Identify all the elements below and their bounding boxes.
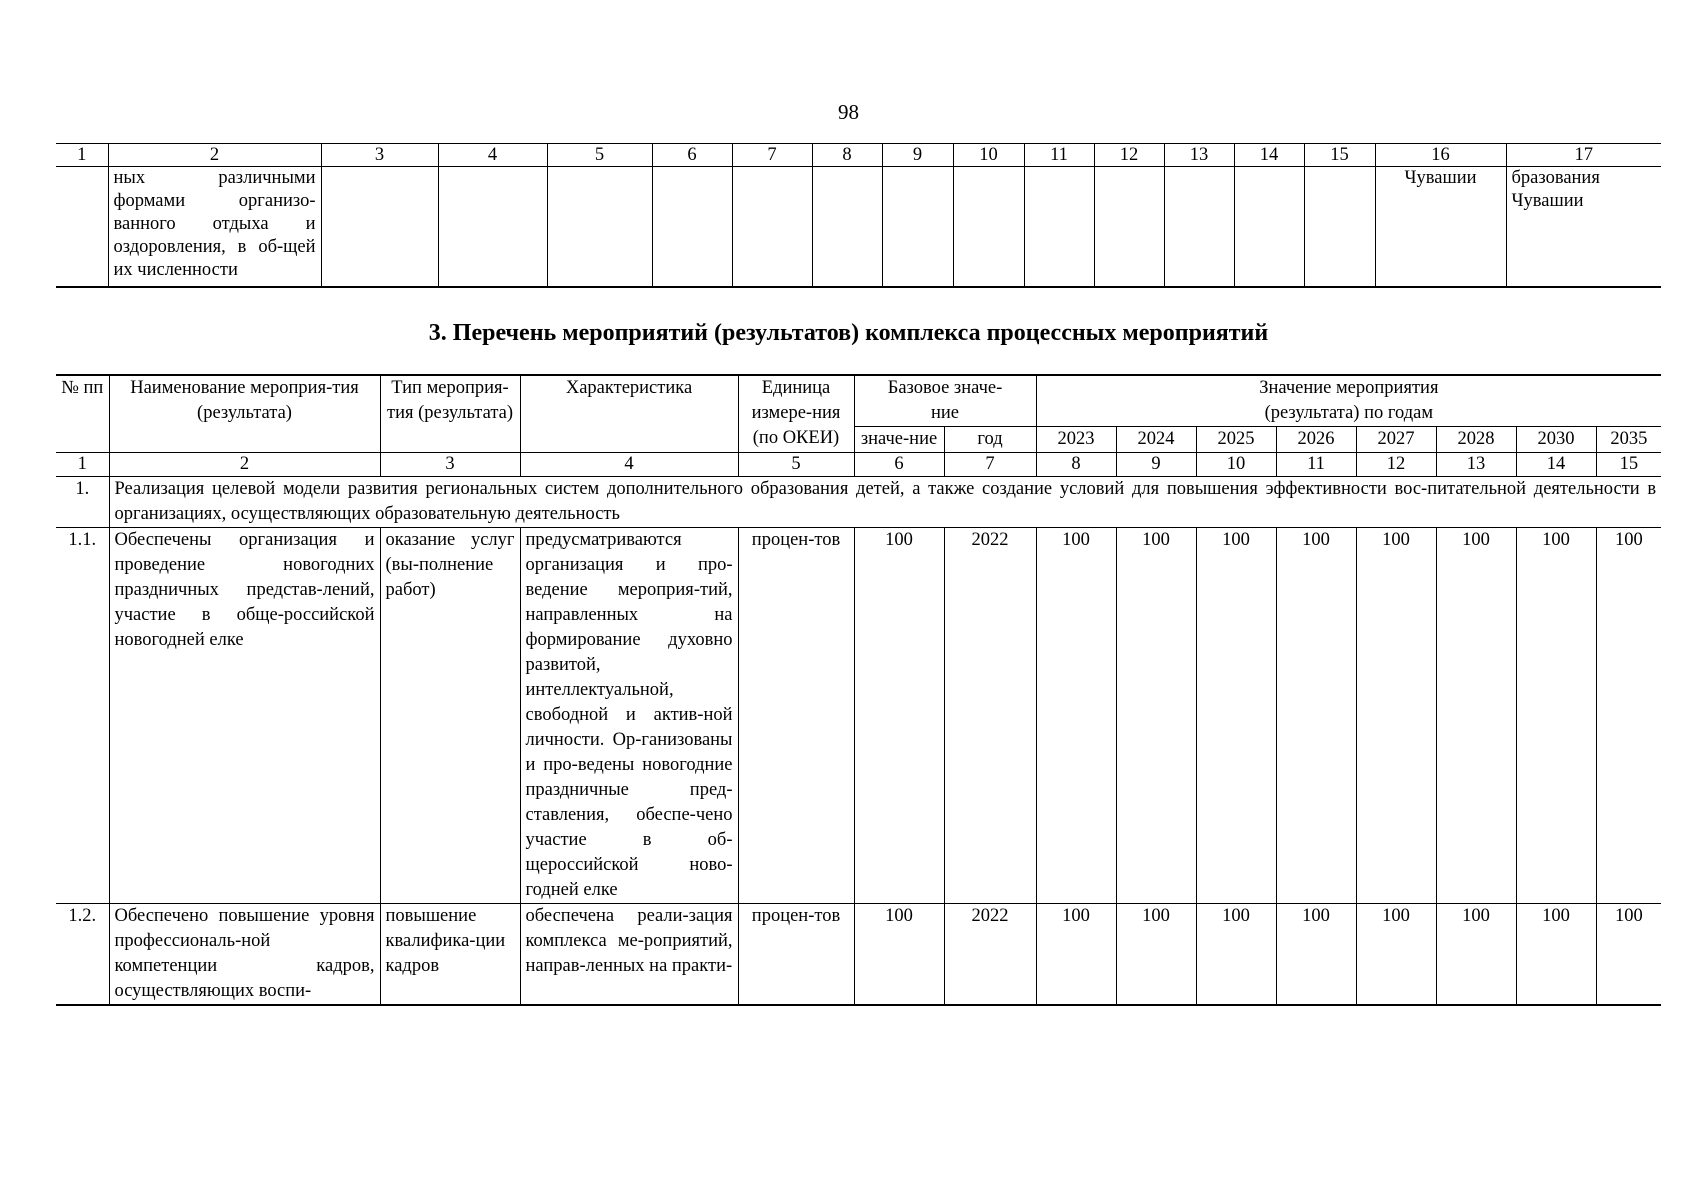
- year-value: 100: [1436, 904, 1516, 1006]
- col-num: 15: [1596, 453, 1661, 477]
- year-value: 100: [1356, 904, 1436, 1006]
- header-characteristic: Характеристика: [520, 375, 738, 453]
- header-type: Тип мероприя-тия (результата): [380, 375, 520, 453]
- activity-unit: процен-тов: [738, 904, 854, 1006]
- col-num: 7: [732, 144, 812, 167]
- base-value: 100: [854, 904, 944, 1006]
- column-number-row: [56, 453, 1661, 477]
- activity-type: оказание услуг (вы-полнение работ): [380, 528, 520, 904]
- col-num: 9: [1116, 453, 1196, 477]
- col-num: 1: [56, 453, 109, 477]
- header-year: 2035: [1596, 427, 1661, 453]
- col-num: 9: [882, 144, 953, 167]
- header-year: 2023: [1036, 427, 1116, 453]
- section-title: 3. Перечень мероприятий (результатов) комплекса процессных мероприятий: [428, 320, 1269, 346]
- activity-name: Обеспечено повышение уровня профессиональ-ной компетенции кадров, осуществляющих воспи-: [109, 904, 380, 1006]
- header-base-value: Базовое значе-ние: [854, 375, 1036, 427]
- header-base-year-sub: год: [944, 427, 1036, 453]
- table-row: [56, 528, 1661, 904]
- section-row: [56, 477, 1661, 528]
- year-value: 100: [1036, 904, 1116, 1006]
- column-number-row: [56, 144, 1661, 167]
- header-values-by-years: Значение мероприятия (результата) по годам: [1036, 375, 1661, 427]
- col-num: 4: [520, 453, 738, 477]
- table-row: [56, 167, 1661, 287]
- header-num: № пп: [56, 375, 109, 453]
- col-num: 3: [321, 144, 438, 167]
- base-value: 100: [854, 528, 944, 904]
- year-value: 100: [1436, 528, 1516, 904]
- header-year: 2028: [1436, 427, 1516, 453]
- col-num: 12: [1356, 453, 1436, 477]
- col-num: 7: [944, 453, 1036, 477]
- year-value: 100: [1116, 904, 1196, 1006]
- responsible-cell: Чувашии: [1375, 167, 1506, 287]
- indicator-name-cell: ных различными формами организо-ванного отдыха и оздоровления, в об-щей их численности: [108, 167, 321, 287]
- year-value: 100: [1596, 528, 1661, 904]
- base-year: 2022: [944, 904, 1036, 1006]
- col-num: 13: [1436, 453, 1516, 477]
- col-num: 17: [1506, 144, 1661, 167]
- header-year: 2030: [1516, 427, 1596, 453]
- section-num: 1.: [56, 477, 109, 528]
- year-value: 100: [1516, 528, 1596, 904]
- col-num: 3: [380, 453, 520, 477]
- col-num: 1: [56, 144, 108, 167]
- col-num: 11: [1024, 144, 1094, 167]
- year-value: 100: [1516, 904, 1596, 1006]
- activity-unit: процен-тов: [738, 528, 854, 904]
- header-year: 2024: [1116, 427, 1196, 453]
- row-num: 1.1.: [56, 528, 109, 904]
- header-base-value-sub: значе-ние: [854, 427, 944, 453]
- header-year: 2027: [1356, 427, 1436, 453]
- col-num: 13: [1164, 144, 1234, 167]
- activity-characteristic: предусматриваются организация и про-ведение мероприя-тий, направленных на формирование духовно развитой, интеллектуальной, свободной и актив-ной личности. Ор-ганизованы и про-ведены новогодние праздничные пред-ставления, обеспе-чено участие в об-щероссийской ново-годней елке: [520, 528, 738, 904]
- col-num: 5: [738, 453, 854, 477]
- year-value: 100: [1116, 528, 1196, 904]
- col-num: 16: [1375, 144, 1506, 167]
- activity-name: Обеспечены организация и проведение новогодних праздничных представ-лений, участие в обще-российской новогодней елке: [109, 528, 380, 904]
- year-value: 100: [1196, 904, 1276, 1006]
- col-num: 2: [109, 453, 380, 477]
- col-num: 10: [953, 144, 1024, 167]
- header-row: [56, 375, 1661, 427]
- year-value: 100: [1036, 528, 1116, 904]
- header-name: Наименование мероприя-тия (результата): [109, 375, 380, 453]
- page-number: 98: [838, 100, 859, 124]
- header-unit: Единица измере-ния (по ОКЕИ): [738, 375, 854, 453]
- activities-table: [56, 374, 1661, 1006]
- col-num: 5: [547, 144, 652, 167]
- table-row: [56, 904, 1661, 1006]
- col-num: 2: [108, 144, 321, 167]
- year-value: 100: [1196, 528, 1276, 904]
- year-value: 100: [1596, 904, 1661, 1006]
- col-num: 10: [1196, 453, 1276, 477]
- year-value: 100: [1356, 528, 1436, 904]
- col-num: 14: [1234, 144, 1304, 167]
- section-text: Реализация целевой модели развития региональных систем дополнительного образования детей, а также создание условий для повышения эффективности вос-питательной деятельности в организациях, осуществляющих образовательную деятельность: [109, 477, 1661, 528]
- col-num: 11: [1276, 453, 1356, 477]
- col-num: 8: [1036, 453, 1116, 477]
- base-year: 2022: [944, 528, 1036, 904]
- col-num: 12: [1094, 144, 1164, 167]
- col-num: 8: [812, 144, 882, 167]
- col-num: 4: [438, 144, 547, 167]
- activity-characteristic: обеспечена реали-зация комплекса ме-роприятий, направ-ленных на практи-: [520, 904, 738, 1006]
- source-cell: бразования Чувашии: [1506, 167, 1661, 287]
- row-num: 1.2.: [56, 904, 109, 1006]
- activity-type: повышение квалифика-ции кадров: [380, 904, 520, 1006]
- year-value: 100: [1276, 904, 1356, 1006]
- col-num: 6: [652, 144, 732, 167]
- col-num: 6: [854, 453, 944, 477]
- header-year: 2026: [1276, 427, 1356, 453]
- col-num: 15: [1304, 144, 1375, 167]
- year-value: 100: [1276, 528, 1356, 904]
- col-num: 14: [1516, 453, 1596, 477]
- continuation-table: [56, 143, 1661, 288]
- header-year: 2025: [1196, 427, 1276, 453]
